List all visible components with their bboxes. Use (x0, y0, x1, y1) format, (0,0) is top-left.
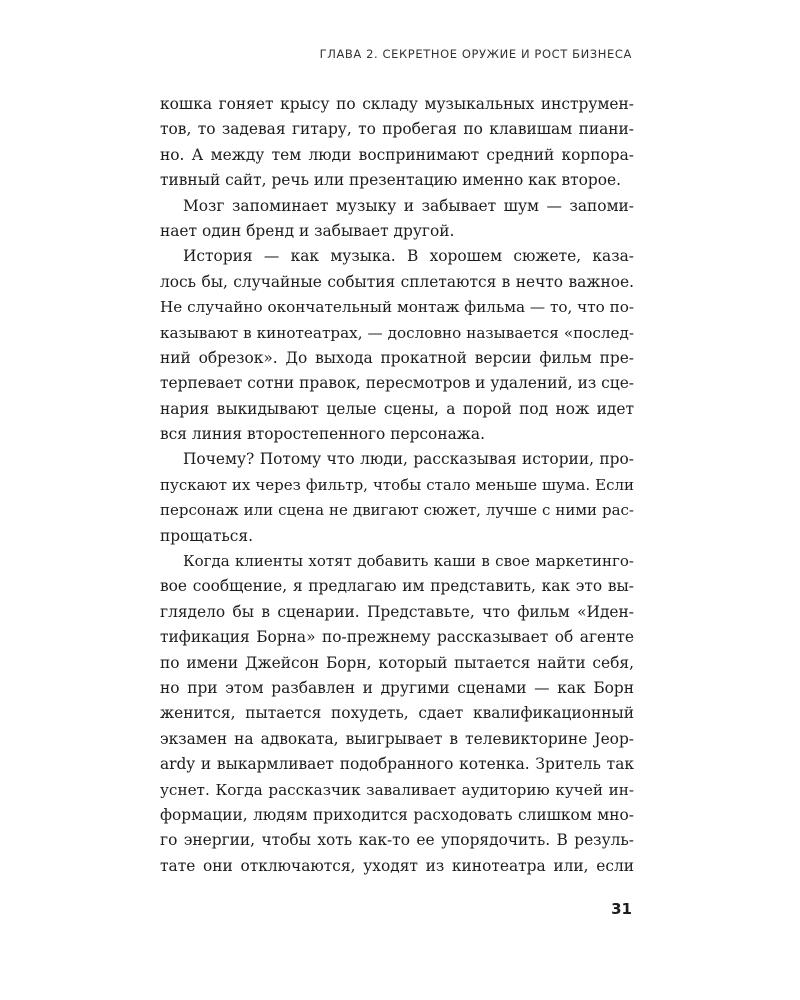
running-head: ГЛАВА 2. СЕКРЕТНОЕ ОРУЖИЕ И РОСТ БИЗНЕСА (319, 47, 632, 61)
text-line: казывают в кинотеатрах, — дословно называется «послед- (160, 323, 634, 342)
text-line: формации, людям приходится расходовать слишком мно- (160, 805, 634, 824)
body-text (160, 92, 634, 879)
text-line: тов, то задевая гитару, то пробегая по клавишам пиани- (160, 120, 634, 139)
text-line: уснет. Когда рассказчик заваливает аудиторию кучей ин- (160, 780, 634, 799)
text-line: женится, пытается похудеть, сдает квалификационный (160, 704, 634, 723)
text-line: по имени Джейсон Борн, который пытается найти себя, (160, 653, 634, 672)
text-line: тате они отключаются, уходят из кинотеатра или, если (160, 856, 634, 875)
text-line: но. А между тем люди воспринимают средний корпора- (160, 145, 634, 164)
text-line: тификация Борна» по-прежнему рассказывает об агенте (160, 628, 634, 647)
text-line: История — как музыка. В хорошем сюжете, каза- (183, 247, 634, 266)
text-line: терпевает сотни правок, пересмотров и удалений, из сце- (160, 374, 634, 393)
text-line: Когда клиенты хотят добавить каши в свое маркетинго- (183, 552, 634, 571)
text-line: лось бы, случайные события сплетаются в нечто важное. (160, 272, 634, 291)
text-line: пускают их через фильтр, чтобы стало меньше шума. Если (160, 475, 634, 494)
text-line: персонаж или сцена не двигают сюжет, лучше с ними рас- (160, 501, 634, 520)
text-line: ardy и выкармливает подобранного котенка. Зритель так (160, 755, 634, 774)
text-line: Почему? Потому что люди, рассказывая истории, про- (183, 450, 634, 469)
text-line: тивный сайт, речь или презентацию именно как второе. (160, 171, 622, 190)
text-line: глядело бы в сценарии. Представьте, что фильм «Иден- (160, 602, 634, 621)
text-line: Мозг запоминает музыку и забывает шум — запоми- (183, 196, 634, 215)
text-line: экзамен на адвоката, выигрывает в телевикторине Jeop- (160, 729, 634, 748)
text-line: го энергии, чтобы хоть как-то ее упорядочить. В резуль- (160, 831, 634, 850)
text-line: кошка гоняет крысу по складу музыкальных инструмен- (160, 95, 634, 113)
text-line: нария выкидывают целые сцены, а порой под нож идет (160, 399, 634, 418)
text-line: вся линия второстепенного персонажа. (160, 425, 485, 444)
page-number: 31 (611, 900, 632, 918)
text-line: ний обрезок». До выхода прокатной версии фильм пре- (160, 348, 634, 367)
text-line: но при этом разбавлен и другими сценами — как Борн (160, 678, 634, 697)
text-line: прощаться. (160, 526, 253, 545)
text-line: Не случайно окончательный монтаж фильма — то, что по- (160, 298, 634, 317)
text-line: вое сообщение, я предлагаю им представить, как это вы- (160, 577, 634, 596)
text-line: нает один бренд и забывает другой. (160, 221, 455, 240)
